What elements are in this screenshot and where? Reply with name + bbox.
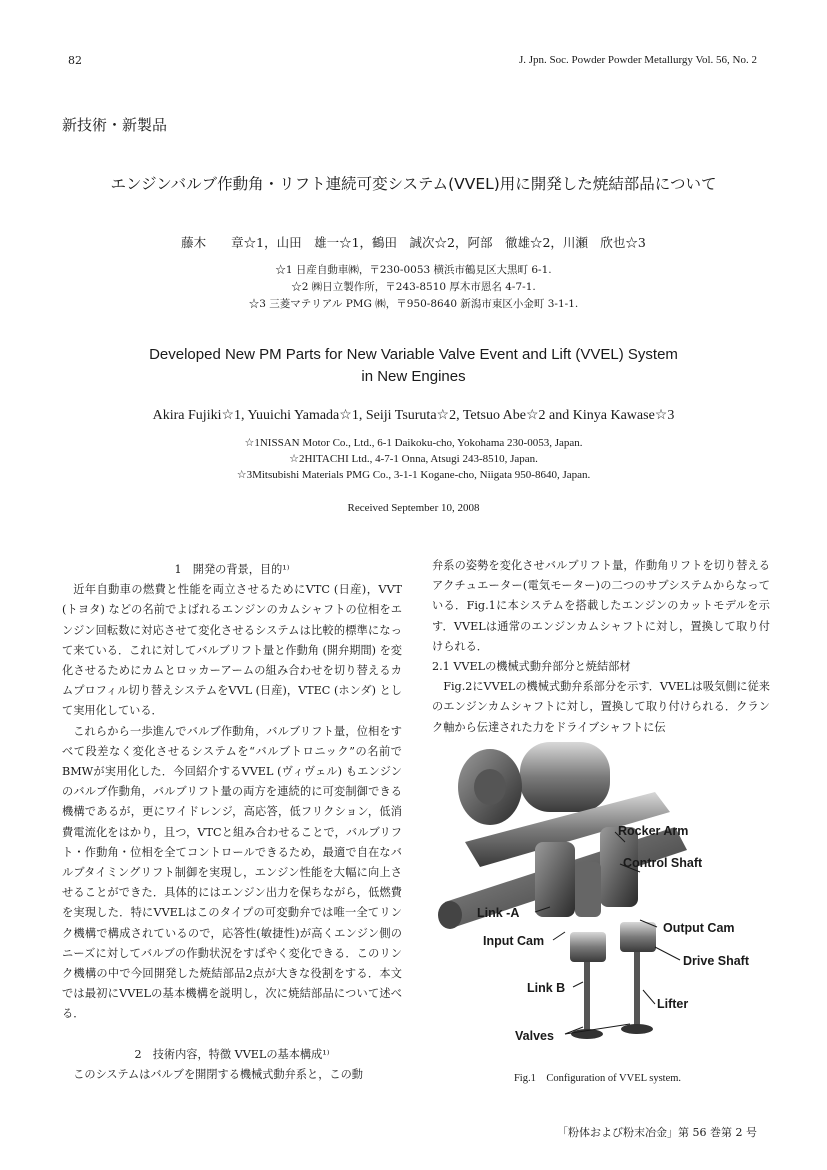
- authors-english: Akira Fujiki☆1, Yuuichi Yamada☆1, Seiji Tsuruta☆2, Tetsuo Abe☆2 and Kinya Kawase☆3: [152, 408, 675, 423]
- journal-footer: 「粉体および粉末冶金」第 56 巻第 2 号: [557, 1126, 757, 1139]
- journal-header: J. Jpn. Soc. Powder Powder Metallurgy Vol. 56, No. 2: [518, 54, 757, 66]
- affiliation-jp-2: ☆2 ㈱日立製作所，〒243-8510 厚木市恩名 4-7-1.: [291, 281, 536, 293]
- label-rocker-arm: Rocker Arm: [618, 824, 689, 838]
- affiliation-en-2: ☆2HITACHI Ltd., 4-7-1 Onna, Atsugi 243-8510, Japan.: [289, 453, 538, 465]
- figure-caption: Fig.1 Configuration of VVEL system.: [513, 1073, 682, 1084]
- title-english: [60, 344, 767, 388]
- affiliation-jp-1: ☆1 日産自動車㈱，〒230-0053 横浜市鶴見区大黒町 6-1.: [275, 264, 552, 276]
- label-drive-shaft: Drive Shaft: [683, 954, 749, 968]
- label-input-cam: Input Cam: [483, 934, 545, 948]
- paragraph: このシステムはバルブを開閉する機械式動弁系と，この動: [73, 1067, 363, 1081]
- title-japanese: エンジンバルブ作動角・リフト連続可変システム(VVEL)用に開発した焼結部品について: [110, 175, 717, 193]
- subsection-heading: 2.1 VVELの機械式動弁部分と焼結部材: [432, 660, 631, 674]
- affiliation-jp-3: ☆3 三菱マテリアル PMG ㈱，〒950-8640 新潟市東区小金町 3-1-1.: [248, 298, 579, 310]
- affiliations-japanese: [0, 262, 827, 313]
- affiliation-en-1: ☆1NISSAN Motor Co., Ltd., 6-1 Daikoku-cho, Yokohama 230-0053, Japan.: [244, 437, 583, 449]
- affiliation-en-3: ☆3Mitsubishi Materials PMG Co., 3-1-1 Kogane-cho, Niigata 950-8640, Japan.: [236, 469, 591, 481]
- paragraph: 近年自動車の燃費と性能を両立させるためにVTC (日産)，VVT (トヨタ) などの名前でよばれるエンジンのカムシャフトの位相をエンジン回転数に対応させて変化させるシステムは比較的標準になって来ている．これに対してバルブリフト量と作動角 (開弁期間) を変化させるためにカムとロッカーアームの組み合わせを切り替えるカムプロフィル切り替えシステムをVVL (日産)，VTEC (ホンダ) として実用化している．: [62, 583, 402, 718]
- page-number: 82: [68, 54, 82, 67]
- label-output-cam: Output Cam: [663, 921, 735, 935]
- affiliations-english: [0, 435, 827, 483]
- paragraph: Fig.2にVVELの機械式動弁系部分を示す．VVELは吸気側に従来のエンジンカムシャフトに対し，置換して取り付けられる．クランク軸から伝達された力をドライブシャフトに伝: [432, 680, 770, 734]
- valve-stems: [571, 952, 653, 1039]
- title-en-line2: in New Engines: [361, 368, 466, 385]
- figure-vvel-photo: [425, 732, 770, 1052]
- section-tag: 新技術・新製品: [62, 116, 168, 134]
- authors-japanese: 藤木 章☆1，山田 雄一☆1，鶴田 誠次☆2，阿部 徹雄☆2，川瀬 欣也☆3: [181, 235, 646, 250]
- label-valves: Valves: [515, 1029, 554, 1043]
- title-en-line1: Developed New PM Parts for New Variable Valve Event and Lift (VVEL) System: [149, 346, 678, 363]
- paragraph: 弁系の姿勢を変化させバルブリフト量，作動角リフトを切り替えるアクチュエーター(電気モーター)の二つのサブシステムからなっている．Fig.1に本システムを搭載したエンジンのカットモデルを示す．VVELは通常のエンジンカムシャフトに対し，置換して取り付けられる．: [432, 559, 770, 653]
- label-link-a: Link -A: [477, 906, 520, 920]
- label-lifter: Lifter: [657, 997, 689, 1011]
- body-right-column: [432, 556, 770, 738]
- section-heading-1: 1 開発の背景，目的¹⁾: [174, 563, 290, 576]
- label-link-b: Link B: [527, 981, 566, 995]
- lifters: [570, 922, 656, 962]
- received-date: Received September 10, 2008: [347, 502, 480, 514]
- paragraph: これらから一歩進んでバルブ作動角，バルブリフト量，位相をすべて段差なく変化させるシステムを“バルブトロニック”の名前でBMWが実用化した．今回紹介するVVEL (ヴィヴェル) もエンジンのバルブ作動角，バルブリフト量の両方を連続的に可変制御できる機構であるが，更にワイドレンジ，高応答，低フリクション，低消費電流化をはかり，且つ，VTCと組み合わせることで，バルブリフト・作動角・位相を全てコントロールできるため，最適で自在なバルブタイミングリフト制御を実現し，エンジン性能を大幅に向上させることができた．具体的にはエンジン出力を保ちながら，低燃費を実現した．特にVVELはこのタイプの可変動弁では唯一全てリンク機構で構成されているので，応答性(敏捷性)が高くエンジン側のニーズに対してバルブの作動状況をすばやく変化できる．このリンク機構の中で今回開発した焼結部品2点が大きな役割をする．本文では最初にVVELの基本機構を説明し，次に焼結部品について述べる．: [62, 724, 402, 1021]
- label-control-shaft: Control Shaft: [623, 856, 703, 870]
- section-heading-2: 2 技術内容，特徴 VVELの基本構成¹⁾: [134, 1047, 330, 1061]
- body-left-column: [62, 560, 402, 1085]
